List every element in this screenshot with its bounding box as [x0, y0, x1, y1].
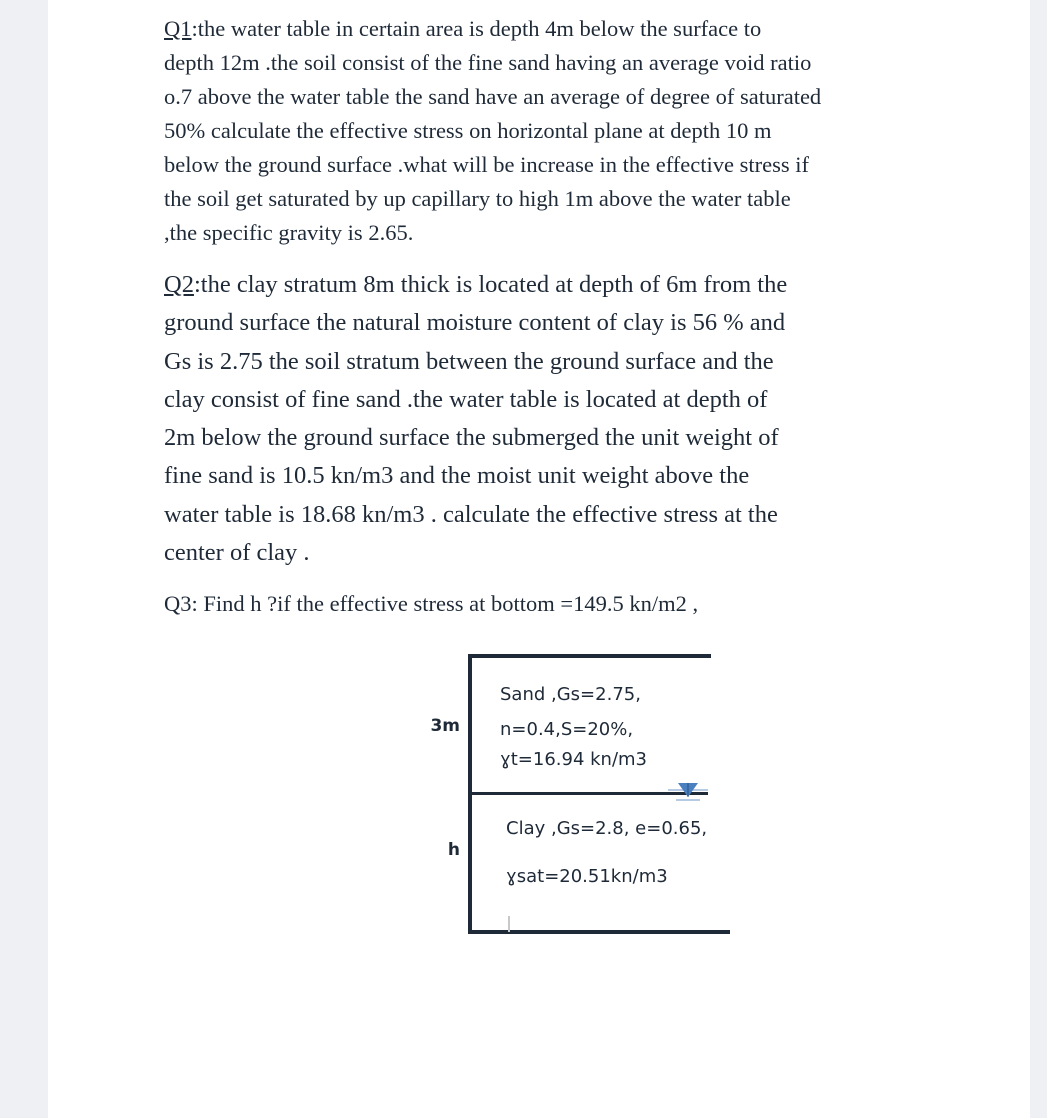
q1-line-4: 50% calculate the effective stress on horizontal plane at depth 10 m — [164, 118, 772, 143]
q2-line-2: ground surface the natural moisture content of clay is 56 % and — [164, 309, 786, 337]
q2-line-6: fine sand is 10.5 kn/m3 and the moist unit weight above the — [164, 462, 750, 490]
q3-text: Q3: Find h ?if the effective stress at bottom =149.5 kn/m2 , — [164, 591, 699, 616]
question-1 — [164, 12, 924, 250]
q1-line-6: the soil get saturated by up capillary to high 1m above the water table — [164, 186, 791, 211]
question-3 — [164, 588, 924, 620]
clay-label-line-1: Clay ,Gs=2.8, e=0.65, — [506, 818, 708, 839]
q2-line-3: Gs is 2.75 the soil stratum between the ground surface and the — [164, 347, 774, 375]
q2-line-1: Q2:the clay stratum 8m thick is located at depth of 6m from the — [164, 271, 788, 298]
q1-line-3: o.7 above the water table the sand have an average of degree of saturated — [164, 84, 822, 109]
q2-line-4: clay consist of fine sand .the water table is located at depth of — [164, 385, 768, 413]
ground-surface-line — [468, 654, 711, 658]
q1-line-1: Q1:the water table in certain area is depth 4m below the surface to — [164, 16, 762, 41]
q2-tag: Q2 — [164, 271, 194, 298]
q1-tag: Q1 — [164, 16, 192, 41]
question-2 — [164, 266, 924, 572]
water-table-triangle-icon — [666, 780, 710, 804]
soil-profile-diagram — [408, 640, 748, 940]
q2-line-8: center of clay . — [164, 539, 310, 567]
q1-line-5: below the ground surface .what will be increase in the effective stress if — [164, 152, 809, 177]
q1-line-7: ,the specific gravity is 2.65. — [164, 220, 414, 245]
q2-line-5: 2m below the ground surface the submerged the unit weight of — [164, 424, 779, 452]
clay-label-line-2: ɣsat=20.51kn/m3 — [506, 866, 668, 887]
layer2-thickness-label: h — [447, 840, 460, 860]
sand-label-line-1: Sand ,Gs=2.75, — [500, 684, 641, 705]
document-page — [48, 0, 1030, 1118]
q2-line-7: water table is 18.68 kn/m3 . calculate the effective stress at the — [164, 500, 778, 528]
layer1-thickness-label: 3m — [430, 716, 460, 736]
q1-line-2: depth 12m .the soil consist of the fine sand having an average void ratio — [164, 50, 812, 75]
faint-marker — [508, 916, 510, 932]
sand-label-line-2: n=0.4,S=20%, — [500, 719, 634, 740]
sand-label-line-3: ɣt=16.94 kn/m3 — [500, 749, 647, 770]
